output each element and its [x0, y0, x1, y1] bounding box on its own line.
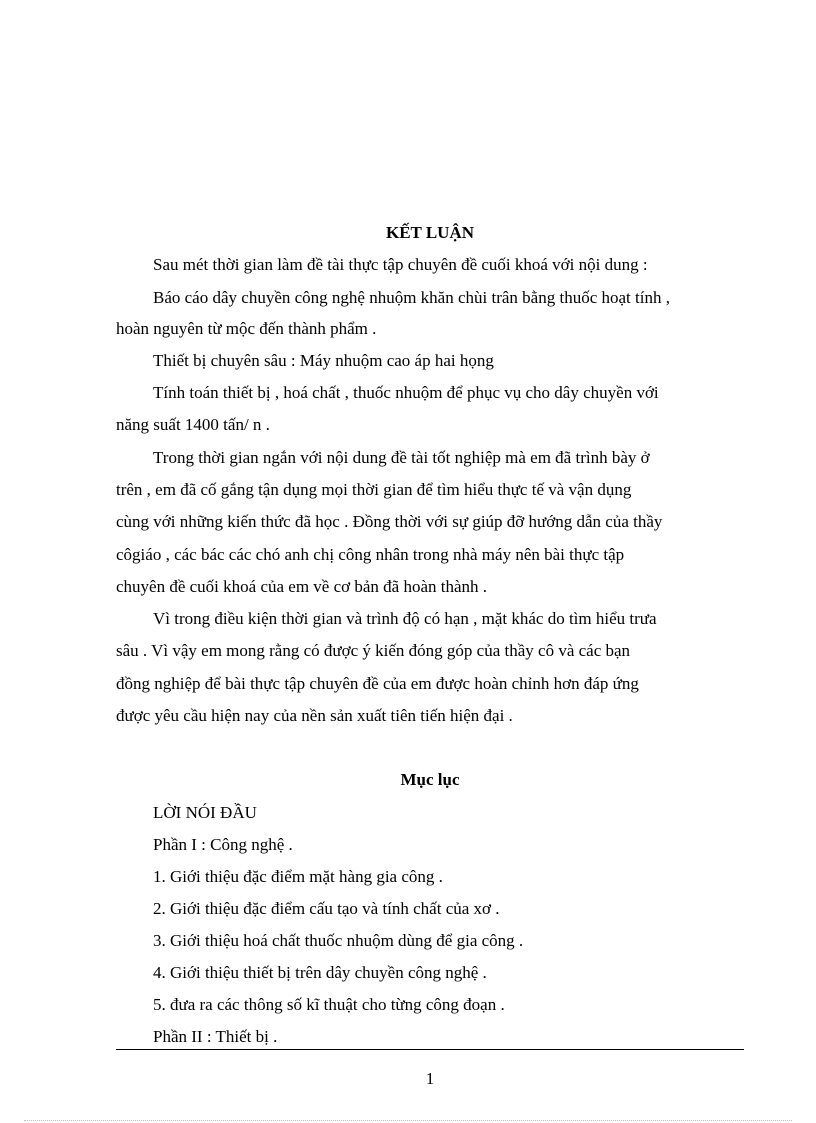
toc-item: Phần II : Thiết bị . [153, 1027, 278, 1046]
conclusion-line: Thiết bị chuyên sâu : Máy nhuộm cao áp hai họng [153, 351, 494, 370]
toc-title: Mục lục [400, 770, 460, 789]
conclusion-line: Tính toán thiết bị , hoá chất , thuốc nhuộm để phục vụ cho dây chuyền với [153, 383, 659, 402]
conclusion-line: Trong thời gian ngắn với nội dung đề tài tốt nghiệp mà em đã trình bày ở [153, 448, 650, 467]
conclusion-line: năng suất 1400 tấn/ n . [116, 415, 270, 434]
conclusion-line: Sau mét thời gian làm đề tài thực tập chuyên đề cuối khoá với nội dung : [153, 255, 648, 274]
conclusion-line: trên , em đã cố gắng tận dụng mọi thời gian để tìm hiểu thực tế và vận dụng [116, 480, 632, 499]
page-number: 1 [425, 1069, 435, 1088]
conclusion-line: Báo cáo dây chuyền công nghệ nhuộm khăn chùi trân bằng thuốc hoạt tính , [153, 288, 670, 307]
conclusion-line: hoàn nguyên từ mộc đến thành phẩm . [116, 319, 377, 338]
toc-item: 3. Giới thiệu hoá chất thuốc nhuộm dùng để gia công . [153, 931, 524, 950]
conclusion-line: được yêu cầu hiện nay của nền sản xuất tiên tiến hiện đại . [116, 706, 513, 725]
toc-item: Phần I : Công nghệ . [153, 835, 293, 854]
footer-divider [116, 1049, 744, 1050]
conclusion-line: chuyên đề cuối khoá của em về cơ bản đã hoàn thành . [116, 577, 488, 596]
conclusion-title: KẾT LUẬN [385, 223, 474, 242]
conclusion-line: cùng với những kiến thức đã học . Đồng thời với sự giúp đỡ hướng dẫn của thầy [116, 512, 663, 531]
conclusion-line: côgiáo , các bác các chó anh chị công nhân trong nhà máy nên bài thực tập [116, 545, 625, 564]
toc-item: LỜI NÓI ĐẦU [153, 803, 257, 822]
conclusion-line: sâu . Vì vậy em mong rằng có được ý kiến đóng góp của thầy cô và các bạn [116, 641, 631, 660]
page-break-dotted-line [24, 1120, 792, 1121]
toc-item: 5. đưa ra các thông số kĩ thuật cho từng công đoạn . [153, 995, 505, 1014]
toc-item: 1. Giới thiệu đặc điểm mặt hàng gia công . [153, 867, 443, 886]
conclusion-line: Vì trong điều kiện thời gian và trình độ có hạn , mặt khác do tìm hiểu trưa [153, 609, 657, 628]
toc-item: 4. Giới thiệu thiết bị trên dây chuyền công nghệ . [153, 963, 487, 982]
conclusion-line: đồng nghiệp để bài thực tập chuyên đề của em được hoàn chỉnh hơn đáp ứng [116, 674, 639, 693]
toc-item: 2. Giới thiệu đặc điểm cấu tạo và tính chất của xơ . [153, 899, 500, 918]
